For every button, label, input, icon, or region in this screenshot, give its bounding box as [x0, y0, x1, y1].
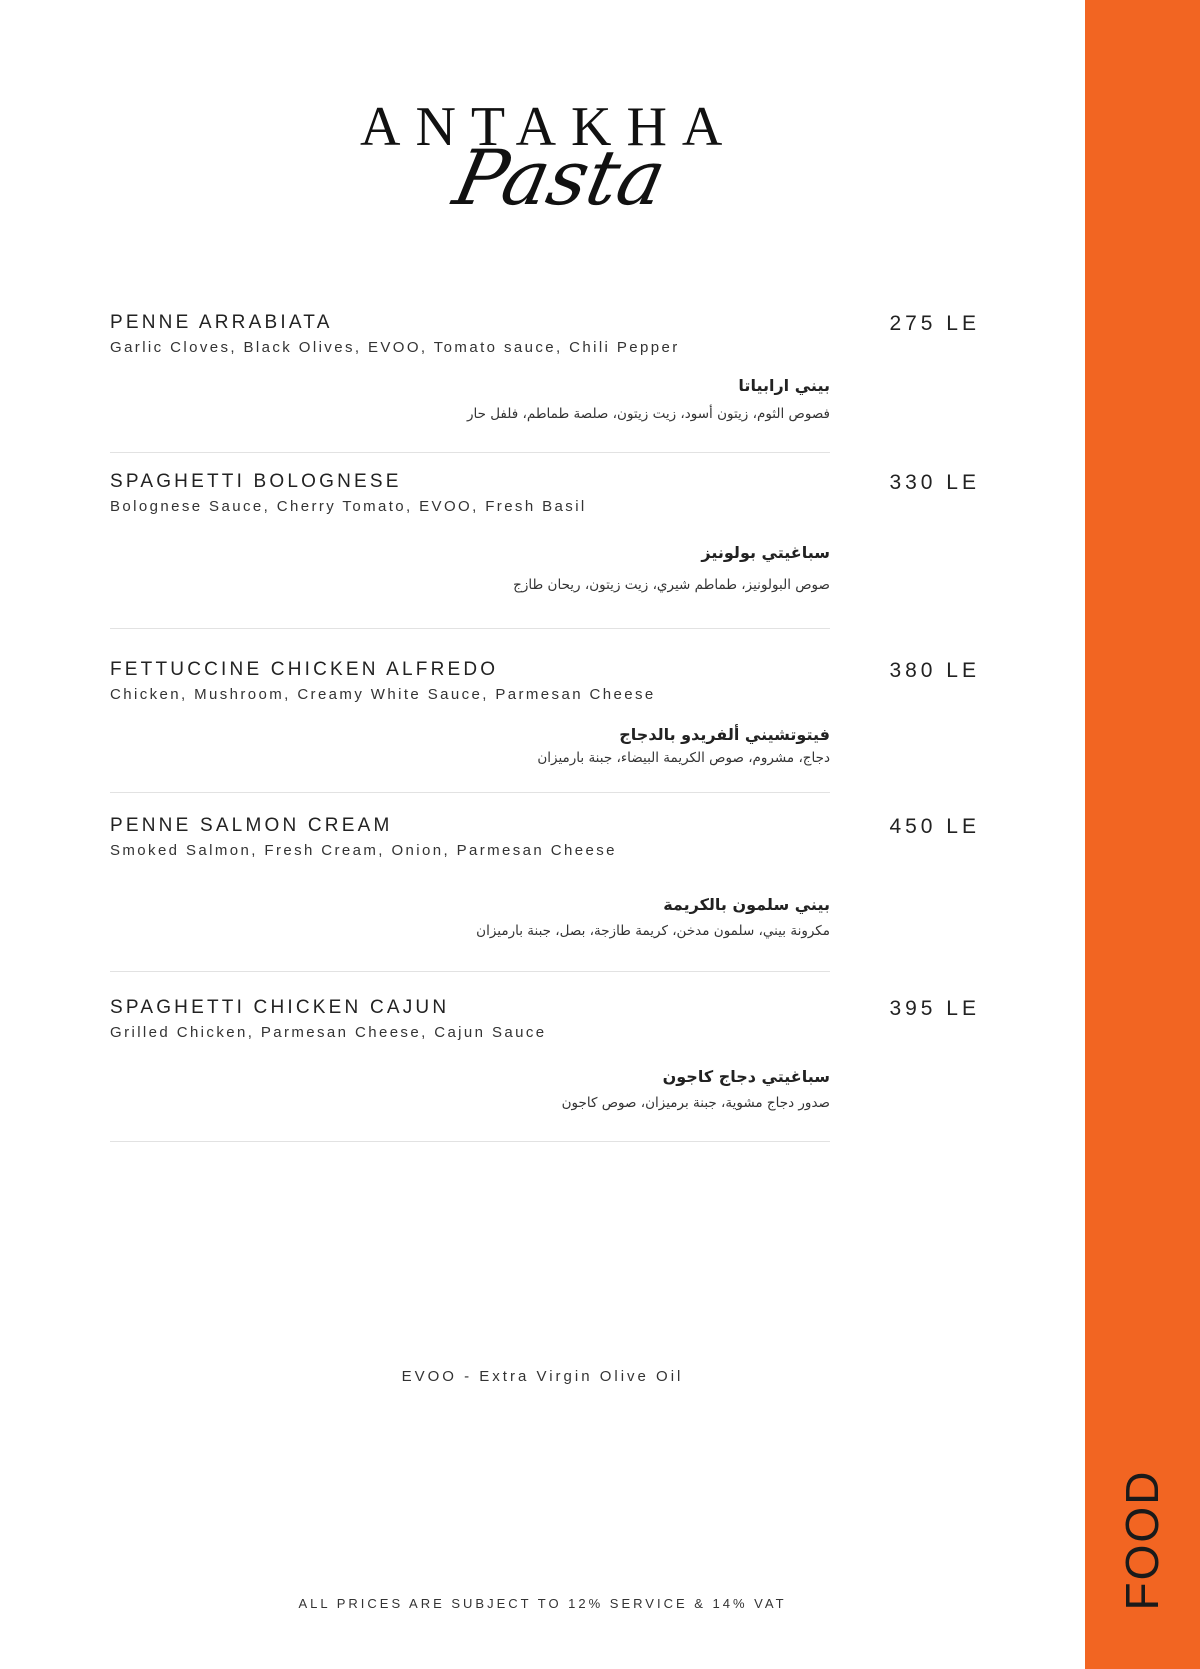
item-name-arabic: سباغيتي بولونيز: [701, 543, 830, 562]
item-description: Bolognese Sauce, Cherry Tomato, EVOO, Fresh Basil: [110, 498, 587, 515]
abbreviation-note: EVOO - Extra Virgin Olive Oil: [401, 1368, 684, 1385]
menu-item: [110, 312, 980, 422]
item-divider: [110, 452, 830, 453]
item-description: Chicken, Mushroom, Creamy White Sauce, Parmesan Cheese: [110, 686, 656, 703]
item-description: Garlic Cloves, Black Olives, EVOO, Tomato sauce, Chili Pepper: [110, 339, 680, 356]
item-name: PENNE SALMON CREAM: [110, 815, 393, 836]
item-divider: [110, 628, 830, 629]
accent-band: [1085, 0, 1200, 1669]
section-side-label: FOOD: [1116, 1469, 1168, 1611]
item-name: FETTUCCINE CHICKEN ALFREDO: [110, 659, 499, 680]
item-divider: [110, 971, 830, 972]
restaurant-logo: [360, 95, 738, 245]
menu-item: [110, 815, 980, 945]
pricing-footer-note: ALL PRICES ARE SUBJECT TO 12% SERVICE & 14% VAT: [298, 1596, 787, 1611]
item-price: 380 LE: [889, 659, 980, 682]
item-price: 330 LE: [889, 471, 980, 494]
item-description: Smoked Salmon, Fresh Cream, Onion, Parmesan Cheese: [110, 842, 617, 859]
item-description-arabic: فصوص الثوم، زيتون أسود، زيت زيتون، صلصة طماطم، فلفل حار: [466, 406, 830, 422]
item-divider: [110, 1141, 830, 1142]
menu-section-title: Pasta: [446, 133, 674, 222]
item-name-arabic: بيني ارابياتا: [738, 376, 830, 395]
item-name-arabic: فيتوتشيني ألفريدو بالدجاج: [619, 725, 830, 744]
item-description-arabic: صدور دجاج مشوية، جبنة برميزان، صوص كاجون: [561, 1095, 830, 1111]
item-name: SPAGHETTI BOLOGNESE: [110, 471, 402, 492]
item-description-arabic: دجاج، مشروم، صوص الكريمة البيضاء، جبنة بارميزان: [537, 750, 830, 766]
menu-item: [110, 997, 980, 1117]
item-description-arabic: مكرونة بيني، سلمون مدخن، كريمة طازجة، بصل، جبنة بارميزان: [476, 923, 830, 939]
item-price: 450 LE: [889, 815, 980, 838]
menu-item: [110, 659, 980, 769]
item-description: Grilled Chicken, Parmesan Cheese, Cajun Sauce: [110, 1024, 547, 1041]
item-name: PENNE ARRABIATA: [110, 312, 333, 333]
item-name: SPAGHETTI CHICKEN CAJUN: [110, 997, 450, 1018]
item-name-arabic: سباغيتي دجاج كاجون: [662, 1067, 830, 1086]
menu-item: [110, 471, 980, 601]
item-price: 275 LE: [889, 312, 980, 335]
item-description-arabic: صوص البولونيز، طماطم شيري، زيت زيتون، ريحان طازج: [513, 577, 830, 593]
item-price: 395 LE: [889, 997, 980, 1020]
brand-name: ANTAKHA: [360, 96, 738, 158]
item-name-arabic: بيني سلمون بالكريمة: [663, 895, 830, 914]
item-divider: [110, 792, 830, 793]
